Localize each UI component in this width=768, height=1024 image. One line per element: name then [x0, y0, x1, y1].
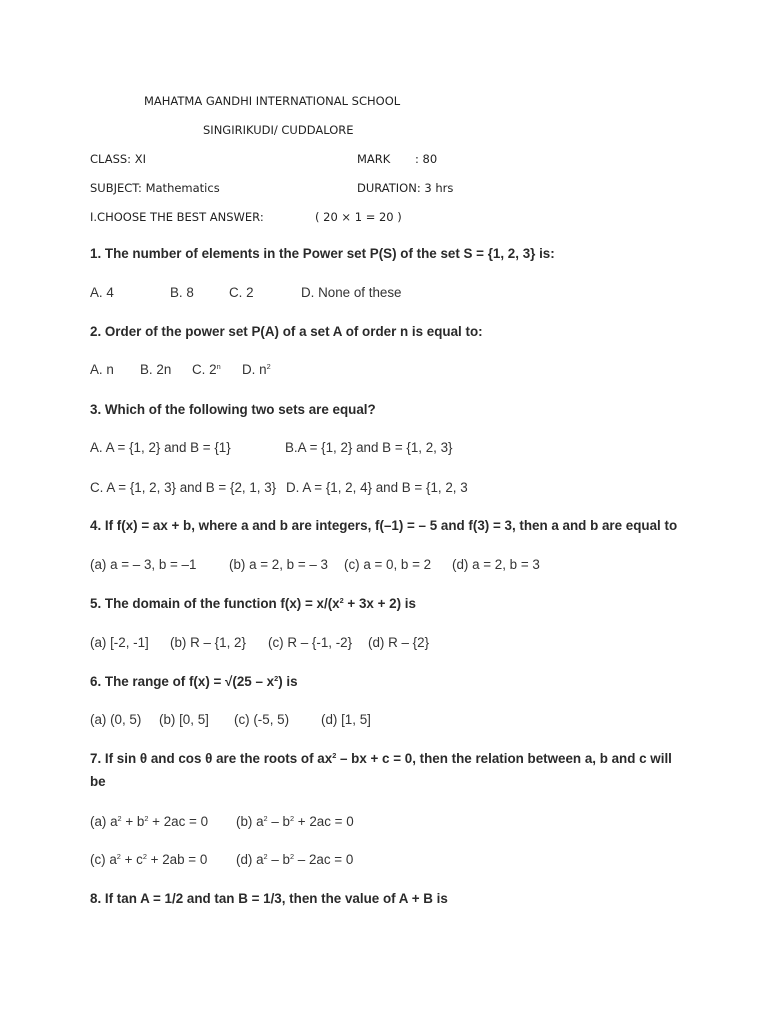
q3-option-b: B.A = {1, 2} and B = {1, 2, 3} [285, 440, 453, 455]
q7-option-b: (b) $a^2 - b^2 + 2ac = 0$ [236, 813, 354, 829]
q4-option-d: (d) a = 2, b = 3 [452, 557, 540, 572]
question-3: 3. Which of the following two sets are equal? [90, 402, 376, 417]
q1-option-b: B. 8 [170, 285, 194, 300]
q6-option-d: (d) [1, 5] [321, 712, 371, 727]
question-2: 2. Order of the power set P(A) of a set A of order n is equal to: [90, 324, 483, 339]
question-7-continued: be [90, 774, 106, 789]
q6-option-c: (c) (-5, 5) [234, 712, 290, 727]
q5-option-c: (c) R – {-1, -2} [268, 635, 353, 650]
question-4: 4. If f(x) = ax + b, where a and b are integers, f(–1) = – 5 and f(3) = 3, then a and b are equal to [90, 518, 678, 533]
section-marks: ( 20 × 1 = 20 ) [315, 210, 402, 224]
subject-info: SUBJECT: Mathematics [90, 181, 220, 195]
q3-option-a: A. A = {1, 2} and B = {1} [90, 440, 231, 455]
question-1: 1. The number of elements in the Power set P(S) of the set S = {1, 2, 3} is: [90, 246, 555, 261]
q7-option-a: (a) $a^2 + b^2 + 2ac = 0$ [90, 813, 209, 829]
class-info: CLASS: XI [90, 152, 146, 166]
q6-option-a: (a) (0, 5) [90, 712, 142, 727]
q5-option-b: (b) R – {1, 2} [170, 635, 246, 650]
q2-option-b: B. 2n [140, 362, 172, 377]
q3-option-d: D. A = {1, 2, 4} and B = {1, 2, 3 [286, 480, 468, 495]
q1-option-a: A. 4 [90, 285, 114, 300]
q5-option-a: (a) [-2, -1] [90, 635, 149, 650]
q1-option-c: C. 2 [229, 285, 254, 300]
q6-option-b: (b) [0, 5] [159, 712, 209, 727]
q7-option-d: (d) $a^2 - b^2 - 2ac = 0$ [236, 851, 354, 867]
mark-label: MARK [357, 152, 391, 166]
q3-option-c: C. A = {1, 2, 3} and B = {2, 1, 3} [90, 480, 277, 495]
q2-option-c: C. 2$^n$ [192, 361, 221, 377]
q5-option-d: (d) R – {2} [368, 635, 430, 650]
q2-option-d: D. $n^2$ [242, 361, 271, 377]
duration-info: DURATION: 3 hrs [357, 181, 454, 195]
question-6: 6. The range of $f(x) = √(25 - x^2)$ is [90, 673, 298, 689]
question-8: 8. If tan A = 1/2 and tan B = 1/3, then the value of A + B is [90, 891, 448, 906]
q1-option-d: D. None of these [301, 285, 402, 300]
question-5: 5. The domain of the function $f(x) = x/(x^2 + 3x + 2)$ is [90, 595, 416, 611]
q4-option-a: (a) a = – 3, b = –1 [90, 557, 197, 572]
q4-option-b: (b) a = 2, b = – 3 [229, 557, 329, 572]
q2-option-a: A. n [90, 362, 114, 377]
mark-value: : 80 [415, 152, 438, 166]
school-name: MAHATMA GANDHI INTERNATIONAL SCHOOL [144, 94, 401, 108]
section-title: I.CHOOSE THE BEST ANSWER: [90, 210, 264, 224]
school-location: SINGIRIKUDI/ CUDDALORE [203, 123, 354, 137]
q4-option-c: (c) a = 0, b = 2 [344, 557, 432, 572]
q7-option-c: (c) $a^2 + c^2 + 2ab = 0$ [90, 851, 208, 867]
question-7: 7. If sin θ and cos θ are the roots of $ax^2$ – bx + c = 0, then the relation between a, b and c will [90, 750, 672, 766]
